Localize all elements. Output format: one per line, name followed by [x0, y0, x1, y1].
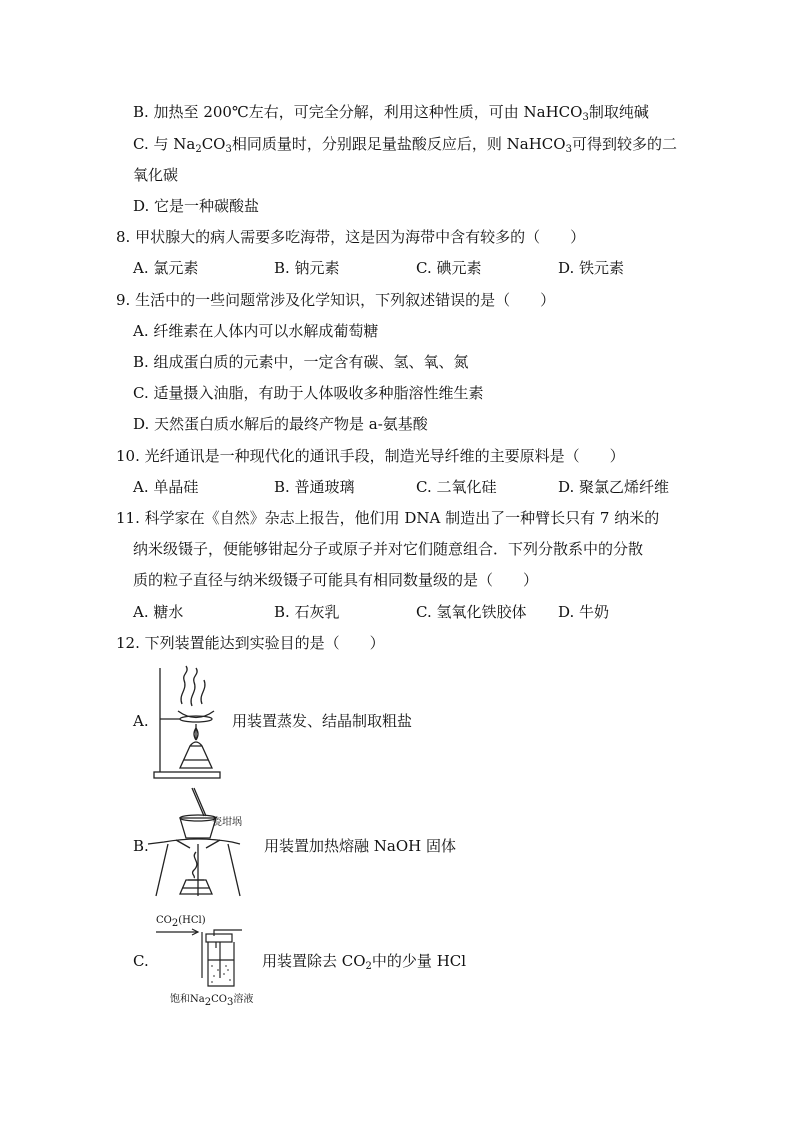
q9-option-d: D. 天然蛋白质水解后的最终产物是 a-氨基酸 — [133, 415, 428, 433]
gas-washing-bottle-icon — [154, 926, 246, 988]
q8-options — [133, 258, 693, 278]
q11-options — [133, 602, 693, 622]
q7-option-c-continued: 氧化碳 — [133, 166, 179, 184]
q8-option-d: D. 铁元素 — [558, 259, 625, 277]
q12-option-c-letter: C. — [133, 952, 149, 970]
q9-stem: 9. 生活中的一些问题常涉及化学知识，下列叙述错误的是（ ） — [116, 291, 556, 309]
q11-stem-line-3: 质的粒子直径与纳米级镊子可能具有相同数量级的是（ ） — [133, 571, 539, 589]
q9-option-a: A. 纤维素在人体内可以水解成葡萄糖 — [133, 322, 379, 340]
q11-stem-line-2: 纳米级镊子，便能够钳起分子或原子并对它们随意组合．下列分散系中的分散 — [133, 540, 644, 558]
q10-option-b: B. 普通玻璃 — [274, 478, 355, 496]
crucible-label: 瓷坩埚 — [212, 817, 242, 828]
q9-option-b: B. 组成蛋白质的元素中，一定含有碳、氢、氧、氮 — [133, 353, 469, 371]
q11-option-d: D. 牛奶 — [558, 603, 610, 621]
q8-option-c: C. 碘元素 — [416, 259, 482, 277]
q12-option-a-letter: A. — [133, 712, 149, 730]
q11-option-b: B. 石灰乳 — [274, 603, 340, 621]
q11-option-a: A. 糖水 — [133, 603, 184, 621]
q12-option-c-text: 用装置除去 $CO_2$中的少量 HCl — [262, 952, 467, 972]
q10-options — [133, 477, 693, 497]
q12-stem: 12. 下列装置能达到实验目的是（ ） — [116, 634, 385, 652]
q12-option-b-letter: B. — [133, 837, 149, 855]
q12-option-b-text: 用装置加热熔融 NaOH 固体 — [264, 837, 456, 855]
q12-option-a-text: 用装置蒸发、结晶制取粗盐 — [232, 712, 413, 730]
q8-option-b: B. 钠元素 — [274, 259, 340, 277]
q7-option-c: C. 与 $Na_2CO_3$相同质量时，分别跟足量盐酸反应后，则 NaHCO$_3$可得到较多的二 — [133, 135, 677, 155]
evaporation-apparatus-icon — [152, 664, 224, 782]
q7-option-d: D. 它是一种碳酸盐 — [133, 197, 260, 215]
q10-option-c: C. 二氧化硅 — [416, 478, 497, 496]
q8-option-a: A. 氯元素 — [133, 259, 199, 277]
q10-option-a: A. 单晶硅 — [133, 478, 199, 496]
gas-inlet-label: $CO_2(HCl)$ — [156, 915, 206, 929]
solution-label: 饱和$Na_2CO_3$溶液 — [170, 994, 254, 1008]
crucible-heating-apparatus-icon — [146, 786, 242, 902]
q11-stem-line-1: 11. 科学家在《自然》杂志上报告，他们用 DNA 制造出了一种臂长只有 7 纳米的 — [116, 509, 660, 527]
q7-option-b: B. 加热至 200℃左右，可完全分解，利用这种性质，可由 NaHCO$_3$制取纯碱 — [133, 103, 649, 123]
q10-stem: 10. 光纤通讯是一种现代化的通讯手段，制造光导纤维的主要原料是（ ） — [116, 447, 625, 465]
q10-option-d: D. 聚氯乙烯纤维 — [558, 478, 670, 496]
q8-stem: 8. 甲状腺大的病人需要多吃海带，这是因为海带中含有较多的（ ） — [116, 228, 586, 246]
q9-option-c: C. 适量摄入油脂，有助于人体吸收多种脂溶性维生素 — [133, 384, 484, 402]
q11-option-c: C. 氢氧化铁胶体 — [416, 603, 527, 621]
